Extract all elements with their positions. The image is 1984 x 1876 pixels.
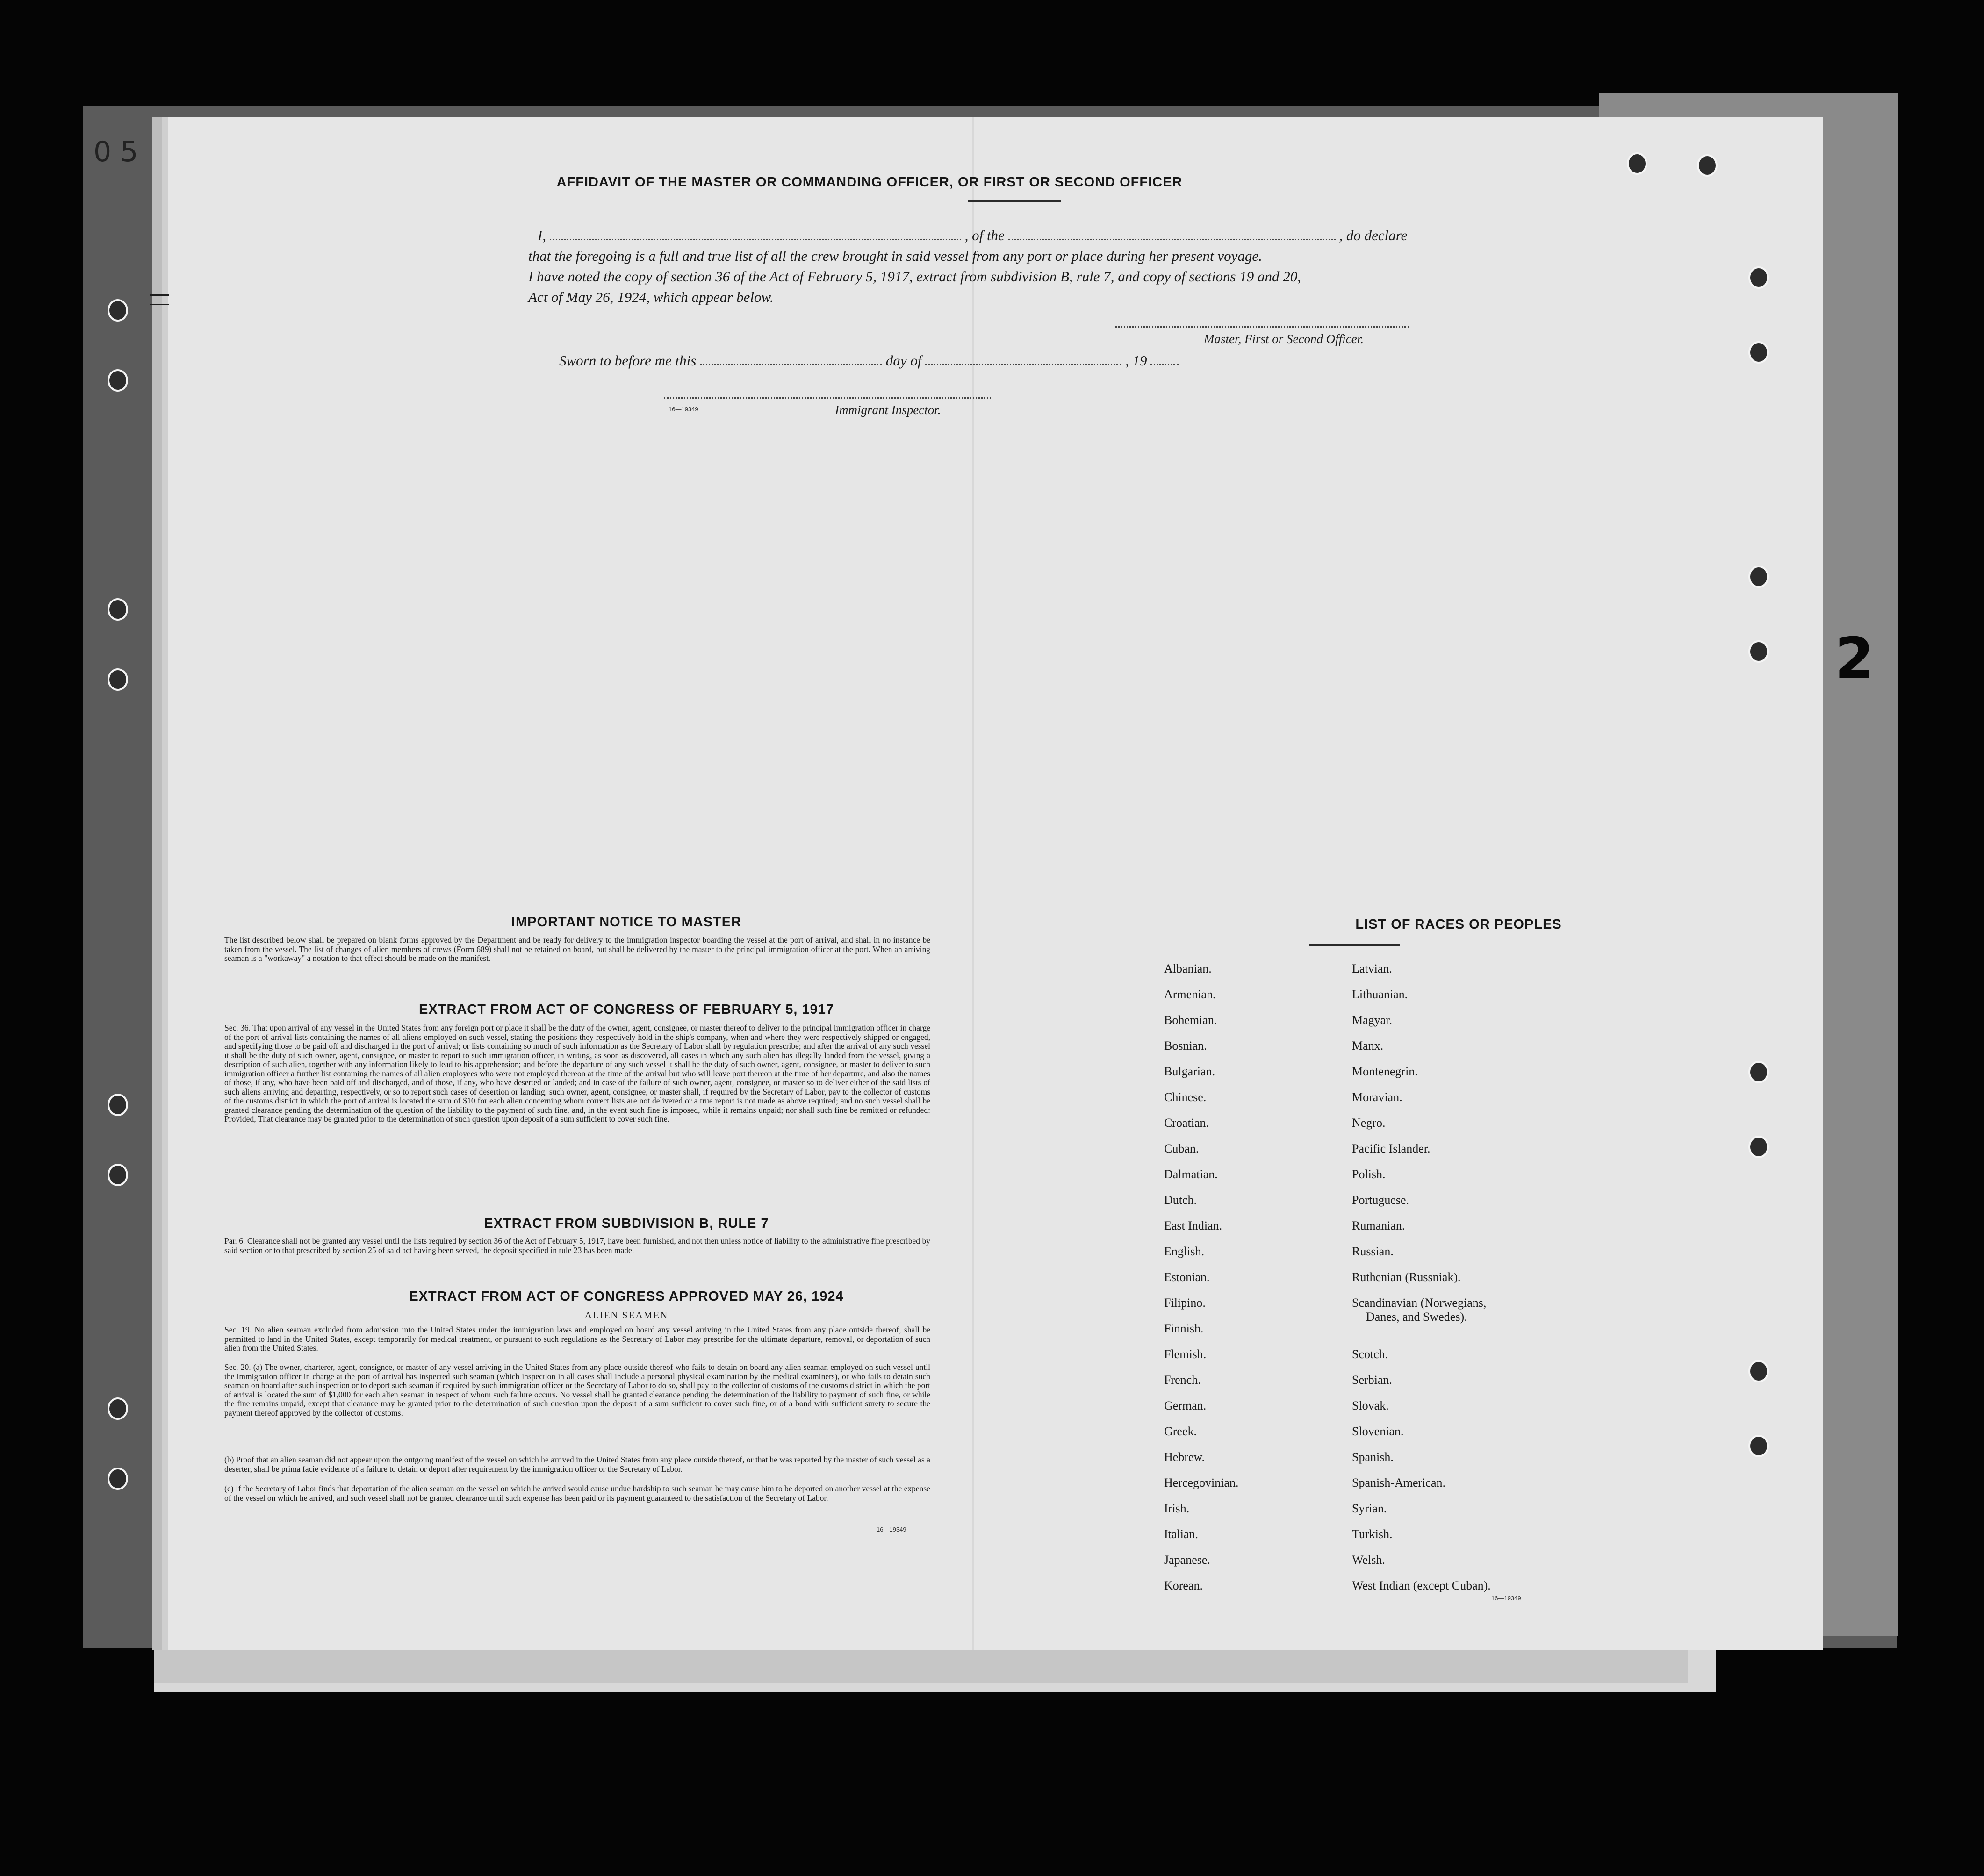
inspector-signature-line[interactable] [664,397,991,399]
race-item: Cuban. [1164,1142,1199,1155]
sworn-year-blank[interactable] [1150,354,1179,365]
extract-1924-sec20a: Sec. 20. (a) The owner, charterer, agent, consignee, or master of any vessel arriving in the United States from any place outside thereof who fails to detain on board any alien seaman employed on such vessel until the immigration officer in charge at the port of arrival has inspected such seaman (which inspection in all cases shall include a personal physical examination by the medical examiners), or who fails to detain such seaman on board after such inspection or to deport such seaman if required by such immigration officer or the Secretary of Labor to do so, shall pay to the collector of customs of the customs district in which the port of arrival is located the sum of $1,000 for each alien seaman in respect of whom such failure occurs. No vessel shall be granted clearance pending the determination of the liability to payment of such fine, or while the fine remains unpaid, except that clearance may be granted prior to the determination of such question upon the deposit of a sum sufficient to cover such fine, or of a bond with sufficient surety to secure the payment thereof approved by the collector of customs. [224,1362,930,1418]
race-item: Scandinavian (Norwegians, [1352,1296,1487,1310]
alien-seamen-subtitle: ALIEN SEAMEN [584,1310,669,1321]
race-item: Greek. [1164,1425,1197,1438]
vessel-name-blank[interactable] [1008,229,1336,240]
affidavit-line-3: I have noted the copy of section 36 of the Act of February 5, 1917, extract from subdivision B, rule 7, and copy of sections 19 and 20, [528,268,1301,285]
race-item: Slovenian. [1352,1425,1404,1438]
extract-1924-sec19: Sec. 19. No alien seaman excluded from admission into the United States under the immigration laws and employed on board any vessel arriving in the United States from any place outside thereof, shall be permitted to land in the United States, except temporarily for medical treatment, or pursuant to such regulations as the Secretary of Labor may prescribe for the ultimate departure, removal, or deportation of such alien from the United States. [224,1325,930,1353]
race-item: German. [1164,1399,1207,1412]
punch-hole-icon [108,1397,128,1420]
sworn-start: Sworn to before me this [559,352,697,369]
race-item: Croatian. [1164,1116,1209,1130]
binder-line [150,304,169,305]
race-item: English. [1164,1245,1204,1258]
race-item: Bohemian. [1164,1013,1217,1027]
race-item: Latvian. [1352,962,1392,975]
race-item: Turkish. [1352,1527,1393,1541]
punch-hole-icon [1748,1360,1769,1382]
affidavit-line-1 [538,225,1407,246]
sworn-day-blank[interactable] [700,354,882,365]
race-item: East Indian. [1164,1219,1222,1232]
punch-hole-icon [1748,266,1769,289]
race-item: Korean. [1164,1579,1203,1592]
inspector-caption: Immigrant Inspector. [835,403,941,417]
sworn-month-blank[interactable] [925,354,1121,365]
race-item: Moravian. [1352,1090,1402,1104]
race-item: Hebrew. [1164,1450,1205,1464]
race-item: French. [1164,1373,1201,1387]
extract-1924-title: EXTRACT FROM ACT OF CONGRESS APPROVED MAY 26, 1924 [409,1289,844,1304]
race-item: Welsh. [1352,1553,1385,1567]
race-item: Chinese. [1164,1090,1207,1104]
affidavit-title-rule [968,200,1061,202]
race-item: Negro. [1352,1116,1386,1130]
race-item: Bosnian. [1164,1039,1207,1053]
race-item: Armenian. [1164,988,1216,1001]
race-item: Lithuanian. [1352,988,1408,1001]
extract-1924-sec20b: (b) Proof that an alien seaman did not appear upon the outgoing manifest of the vessel on which he arrived in the United States from any place outside thereof, or that he was reported by the master of such vessel as a deserter, shall be prima facie evidence of a failure to detain or deport after requirement by the immigration officer or the Secretary of Labor. [224,1455,930,1474]
affidavit-line-1-start: I, [538,227,546,243]
punch-hole-icon [1748,1435,1769,1457]
race-item: Montenegrin. [1352,1065,1418,1078]
punch-hole-icon [108,299,128,322]
race-item: Bulgarian. [1164,1065,1215,1078]
punch-hole-icon [1748,640,1769,663]
stacked-page-edge [154,1645,1688,1683]
race-item: Filipino. [1164,1296,1206,1310]
punch-hole-icon [1748,341,1769,364]
race-item: Magyar. [1352,1013,1392,1027]
sworn-end: , 19 [1125,352,1147,369]
race-item: Manx. [1352,1039,1384,1053]
sworn-mid: day of [885,352,922,369]
punch-hole-icon [108,1468,128,1490]
notice-title: IMPORTANT NOTICE TO MASTER [511,915,742,930]
race-item: Russian. [1352,1245,1394,1258]
punch-hole-icon [1748,1061,1769,1083]
extract-rule7-text: Par. 6. Clearance shall not be granted any vessel until the lists required by section 36 of the Act of February 5, 1917, have been furnished, and not then unless notice of liability to the administrative fine prescribed by said section or to that prescribed by section 25 of said act having been served, the deposit specified in rule 23 has been made. [224,1236,930,1255]
sworn-line [559,351,1179,371]
master-signature-caption: Master, First or Second Officer. [1204,332,1364,346]
page-fold [972,117,974,1650]
margin-mark-top-left: 0 5 [93,136,138,168]
race-item: Polish. [1352,1167,1386,1181]
affidavit-title: AFFIDAVIT OF THE MASTER OR COMMANDING OFFICER, OR FIRST OR SECOND OFFICER [556,175,1183,190]
race-item: Rumanian. [1352,1219,1405,1232]
punch-hole-icon [108,1094,128,1116]
race-item: Scotch. [1352,1347,1388,1361]
affidavit-line-1-end: , do declare [1339,227,1408,243]
binder-line [150,294,169,296]
extract-form-number: 16—19349 [877,1526,906,1533]
races-form-number: 16—19349 [1491,1595,1521,1602]
punch-hole-icon [1748,1136,1769,1158]
punch-hole-icon [1697,154,1718,177]
race-item: Italian. [1164,1527,1198,1541]
race-item: Ruthenian (Russniak). [1352,1270,1461,1284]
margin-mark-right: 2 [1835,626,1874,691]
race-item: Japanese. [1164,1553,1210,1567]
race-item: Syrian. [1352,1502,1387,1515]
affidavit-form-number: 16—19349 [669,406,698,413]
punch-hole-icon [108,1164,128,1186]
races-title-rule [1309,944,1400,946]
punch-hole-icon [1748,566,1769,588]
extract-rule7-title: EXTRACT FROM SUBDIVISION B, RULE 7 [484,1216,769,1231]
affidavit-line-1-mid: , of the [964,227,1005,243]
race-item: Dalmatian. [1164,1167,1218,1181]
extract-1917-title: EXTRACT FROM ACT OF CONGRESS OF FEBRUARY 5, 1917 [418,1002,834,1017]
race-item: Irish. [1164,1502,1190,1515]
race-item: Hercegovinian. [1164,1476,1239,1489]
affidavit-line-2: that the foregoing is a full and true list of all the crew brought in said vessel from any port or place during her present voyage. [528,248,1262,264]
race-item: Spanish-American. [1352,1476,1446,1489]
race-item: West Indian (except Cuban). [1352,1579,1491,1592]
race-item: Slovak. [1352,1399,1389,1412]
race-item: Pacific Islander. [1352,1142,1430,1155]
race-item: Portuguese. [1352,1193,1409,1207]
race-item: Finnish. [1164,1322,1204,1335]
extract-1924-sec20c: (c) If the Secretary of Labor finds that deportation of the alien seaman on the vessel on which he arrived would cause undue hardship to such seaman he may cause him to be deported on another vessel at the expense of the vessel on which he arrived, and such vessel shall not be granted clearance until such expense has been paid or its payment guaranteed to the satisfaction of the Secretary of Labor. [224,1484,930,1503]
race-item: Serbian. [1352,1373,1392,1387]
master-signature-line[interactable] [1115,326,1409,328]
races-title: LIST OF RACES OR PEOPLES [1355,917,1562,932]
race-item: Estonian. [1164,1270,1210,1284]
punch-hole-icon [1627,152,1647,175]
race-item: Flemish. [1164,1347,1207,1361]
punch-hole-icon [108,598,128,621]
punch-hole-icon [108,369,128,392]
punch-hole-icon [108,668,128,691]
extract-1917-text: Sec. 36. That upon arrival of any vessel in the United States from any foreign port or place it shall be the duty of the owner, agent, consignee, or master thereof to deliver to the principal immigration officer in charge of the port of arrival lists containing the names of all aliens employed on such vessel, stating the positions they respectively hold in the ship's company, when and where they were respectively shipped or engaged, and specifying those to be paid off and discharged in the port of arrival; or lists containing so much of such information as the Secretary of Labor shall by regulation prescribe; and after the arrival of any such vessel it shall be the duty of such owner, agent, consignee, or master to report to such immigration officer, in writing, as soon as discovered, all cases in which any such alien has illegally landed from the vessel, giving a description of such alien, together with any information likely to lead to his apprehension; and before the departure of any such vessel it shall be the duty of such owner, agent, consignee, or master to deliver to such immigration officer a further list containing the names of all alien employees who were not employed thereon at the time of the arrival but who will leave port thereon at the time of her departure, and also the names of those, if any, who have been paid off and discharged, and of those, if any, who have deserted or landed; and in case of the failure of such owner, agent, consignee, or master so to deliver either of the said lists of such aliens arriving and departing, respectively, or so to report such cases of desertion or landing, such owner, agent, consignee, or master shall, if required by the Secretary of Labor, pay to the collector of customs of the customs district in which the port of arrival is located the sum of $10 for each alien concerning whom correct lists are not delivered or a true report is not made as above required; and no such vessel shall be granted clearance pending the determination of the question of the liability to the payment of such fine, and, in the event such fine is imposed, while it remains unpaid; nor shall such fine be remitted or refunded: Provided, That clearance may be granted prior to the determination of such question upon deposit of a sum sufficient to cover such fine. [224,1023,930,1124]
document-page [168,117,1823,1650]
race-item: Dutch. [1164,1193,1197,1207]
master-name-blank[interactable] [550,229,961,240]
notice-text: The list described below shall be prepared on blank forms approved by the Department and be ready for delivery to the immigration inspector boarding the vessel at the port of arrival, and shall in no instance be taken from the vessel. The list of changes of alien members of crews (Form 689) shall not be retained on board, but shall be delivered by the master to the principal immigration officer at the port. When an arriving seaman is a "workaway" a notation to that effect should be made on the manifest. [224,935,930,963]
race-item: Albanian. [1164,962,1212,975]
race-item: Danes, and Swedes). [1366,1310,1467,1324]
affidavit-line-4: Act of May 26, 1924, which appear below. [528,289,774,305]
race-item: Spanish. [1352,1450,1394,1464]
